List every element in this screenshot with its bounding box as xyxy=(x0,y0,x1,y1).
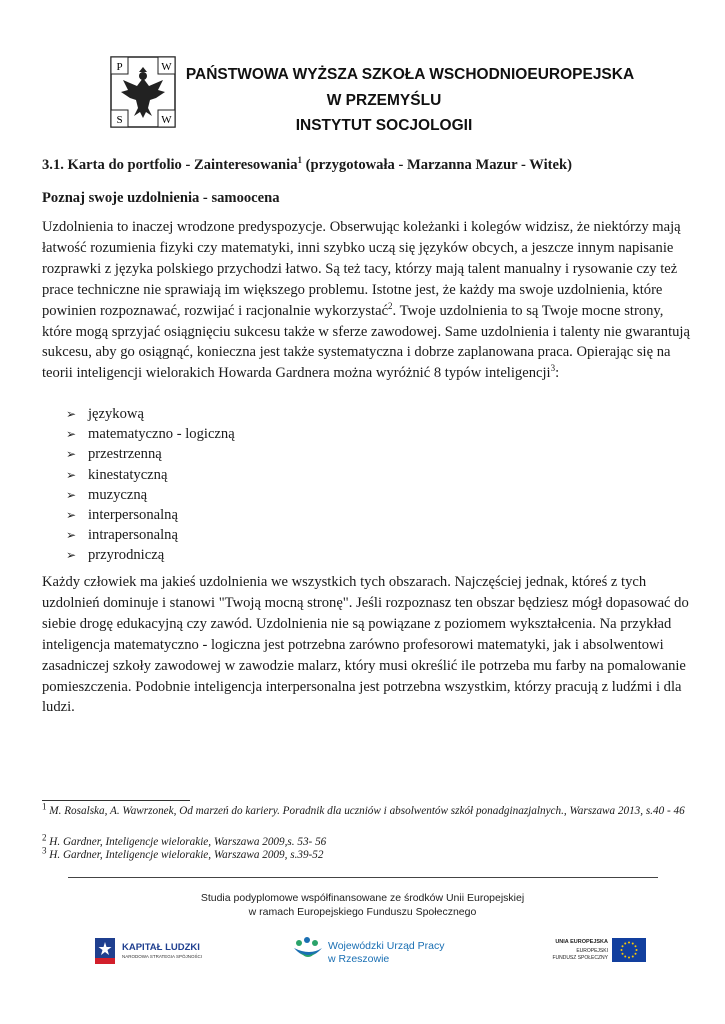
list-item: ➢ matematyczno - logiczną xyxy=(66,424,235,444)
eu-star-icon xyxy=(628,957,630,959)
intro-paragraph xyxy=(42,217,690,384)
intro-text-2: . Twoje uzdolnienia to są Twoje mocne strony, które mogą sprzyjać osiągnięciu sukcesu także w sferze zawodowej. Same uzdolnienia i talenty nie gwarantują sukcesu, aby go osiągnąć, konieczna jest także systematyczna i dobrze zaplanowana praca. Opierając się na teorii inteligencji wielorakich Howarda Gardnera można wyróżnić 8 typów inteligencji xyxy=(42,302,690,382)
footnote-1: $^1$ M. Rosalska, A. Wawrzonek, Od marzeń do kariery. Poradnik dla uczniów i absolwentów szkół ponadginazjalnych., Warszawa 2013, s.40 - 46 xyxy=(42,801,685,817)
title-text: 3.1. Karta do portfolio - Zainteresowania xyxy=(42,157,298,173)
intro-text-1: Uzdolnienia to inaczej wrodzone predyspozycje. Obserwując koleżanki i kolegów widzisz, że niektórzy mają łatwość rozumienia fizyki czy matematyki, inni szybko uczą się języków obcych, a jeszcze innym napisanie rozprawki z języka polskiego przychodzi łatwo. Są też tacy, którzy mają talent manualny i rysowanie czy też prace techniczne nie sprawiają im większego problemu. Istotne jest, że każdy ma swoje uzdolnienia, które powinien rozpoznawać, rozwijać i racjonalnie wykorzystać xyxy=(42,219,681,319)
arrow-bullet-icon: ➢ xyxy=(66,507,77,522)
footnote-ref-2: 2 xyxy=(388,300,393,311)
list-item: ➢ językową xyxy=(66,404,235,424)
kapital-ludzki-subtitle: NARODOWA STRATEGIA SPÓJNOŚCI xyxy=(122,954,203,959)
kapital-ludzki-emblem-icon xyxy=(92,934,118,968)
footer-divider xyxy=(68,877,658,878)
arrow-bullet-icon: ➢ xyxy=(66,528,77,543)
kapital-ludzki-title: KAPITAŁ LUDZKI xyxy=(122,942,200,953)
footer-funding-line2: w ramach Europejskiego Funduszu Społecznego xyxy=(248,906,477,918)
list-item: ➢ kinestatyczną xyxy=(66,465,235,485)
eu-star-icon xyxy=(624,943,626,945)
eu-star-icon xyxy=(635,953,637,955)
eu-social-fund-logo xyxy=(548,936,648,966)
eu-name-line3: FUNDUSZ SPOŁECZNY xyxy=(552,955,608,961)
logo-letter-p: P xyxy=(116,61,123,73)
footnote-3: $^3$ H. Gardner, Inteligencje wielorakie, Warszawa 2009, s.39-52 xyxy=(42,845,324,861)
school-name-line1: PAŃSTWOWA WYŻSZA SZKOŁA WSCHODNIOEUROPEJSKA xyxy=(185,66,635,83)
page-title xyxy=(42,157,572,174)
footnote-ref-3: 3 xyxy=(550,363,556,374)
title-author: (przygotowała - Marzanna Mazur - Witek) xyxy=(302,157,572,173)
footnote-divider xyxy=(42,800,190,801)
wup-name-line1: Wojewódzki Urząd Pracy xyxy=(328,940,445,952)
institute-name: INSTYTUT SOCJOLOGII xyxy=(295,117,473,134)
school-name-line2: W PRZEMYŚLU xyxy=(326,92,442,109)
footnote-2: $^2$ H. Gardner, Inteligencje wielorakie, Warszawa 2009,s. 53- 56 xyxy=(42,832,327,848)
eu-star-icon xyxy=(622,953,624,955)
footer-funding-line1: Studia podyplomowe współfinansowane ze środków Unii Europejskiej xyxy=(200,892,525,904)
arrow-bullet-icon: ➢ xyxy=(66,427,77,442)
section-subtitle: Poznaj swoje uzdolnienia - samoocena xyxy=(42,190,280,206)
list-item: ➢ przestrzenną xyxy=(66,444,235,464)
list-item: ➢ intrapersonalną xyxy=(66,525,235,545)
arrow-bullet-icon: ➢ xyxy=(66,467,77,482)
kapital-ludzki-logo xyxy=(92,934,222,968)
eu-star-icon xyxy=(636,949,638,951)
wup-rzeszow-logo xyxy=(290,934,460,968)
eu-star-icon xyxy=(632,943,634,945)
eu-flag-icon xyxy=(612,938,646,962)
logo-letter-w2: W xyxy=(161,114,172,126)
logo-letter-s: S xyxy=(116,114,123,126)
arrow-bullet-icon: ➢ xyxy=(66,548,77,563)
summary-paragraph: Każdy człowiek ma jakieś uzdolnienia we wszystkich tych obszarach. Najczęściej jednak, któreś z tych uzdolnień dominuje i stanowi "Twoją mocną stronę". Jeśli rozpoznasz ten obszar będziesz mógł dopasować do siebie drogę edukacyjną czy zawód. Uzdolnienia nie są powiązane z poziomem wykształcenia. Na przykład inteligencja matematyczno - logiczna jest potrzebna zarówno profesorowi matematyki, jak i absolwentowi zasadniczej szkoły zawodowej w zawodzie malarz, który musi określić ile potrzeba mu farby na pomalowanie pomieszczenia. Podobnie inteligencja interpersonalna jest potrzebna wszystkim, którzy pracują z ludźmi i dla ludzi. xyxy=(42,574,689,716)
intro-text-3: : xyxy=(555,365,560,382)
eu-star-icon xyxy=(628,942,630,944)
wup-name-line2: w Rzeszowie xyxy=(328,953,390,965)
eu-star-icon xyxy=(622,945,624,947)
eu-name-line2: EUROPEJSKI xyxy=(576,948,608,954)
eu-name-line1: UNIA EUROPEJSKA xyxy=(555,939,608,945)
eu-star-icon xyxy=(632,956,634,958)
intelligence-list xyxy=(66,404,235,566)
title-footnote-ref: 1 xyxy=(297,155,303,166)
arrow-bullet-icon: ➢ xyxy=(66,407,77,421)
eu-star-icon xyxy=(621,949,623,951)
eu-star-icon xyxy=(635,945,637,947)
arrow-bullet-icon: ➢ xyxy=(66,487,77,502)
logo-letter-w1: W xyxy=(161,61,172,73)
list-item: ➢ interpersonalną xyxy=(66,505,235,525)
arrow-bullet-icon: ➢ xyxy=(66,447,77,462)
wup-emblem-icon xyxy=(290,934,326,968)
eu-star-icon xyxy=(624,956,626,958)
list-item: ➢ muzyczną xyxy=(66,485,235,505)
list-item: ➢ przyrodniczą xyxy=(66,545,235,565)
